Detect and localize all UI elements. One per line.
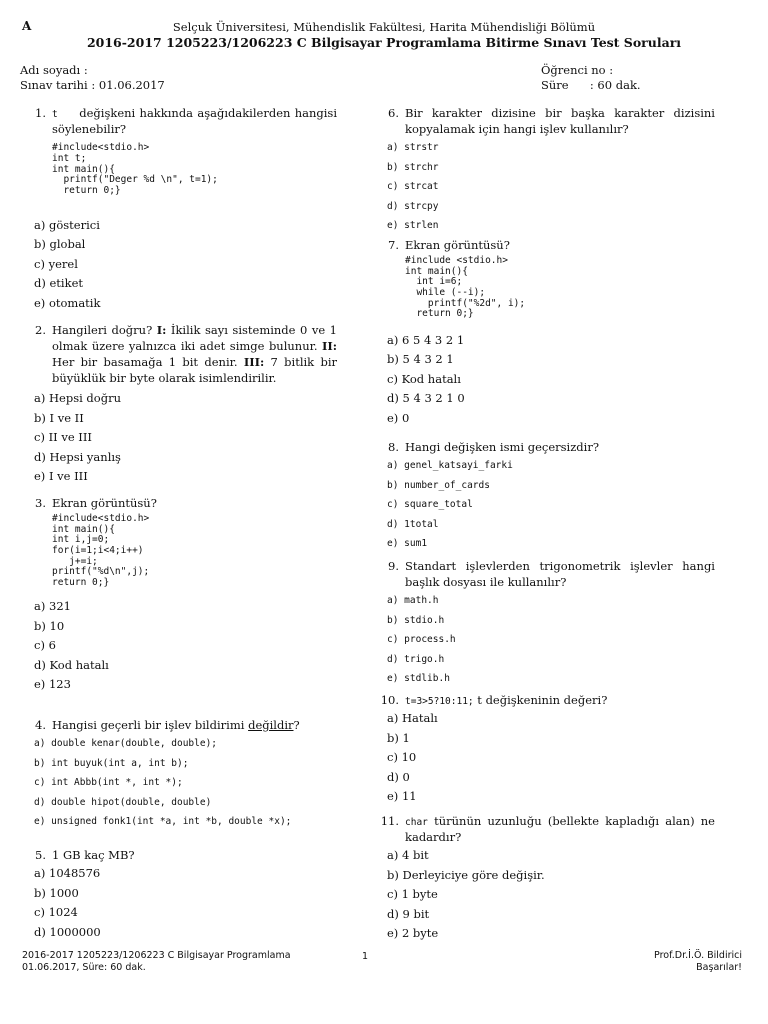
question-number: 5. xyxy=(35,848,46,862)
option-d[interactable]: d) trigo.h xyxy=(387,653,445,665)
option-c[interactable]: c) square_total xyxy=(387,499,473,511)
question-number: 10. xyxy=(380,693,399,707)
option-a[interactable]: a) Hepsi doğru xyxy=(34,391,121,406)
option-b[interactable]: b) number_of_cards xyxy=(387,479,490,491)
exam-title: 2016-2017 1205223/1206223 C Bilgisayar Programlama Bitirme Sınavı Test Soruları xyxy=(86,35,682,50)
option-d[interactable]: d) double hipot(double, double) xyxy=(34,796,212,808)
question-number: 9. xyxy=(388,559,399,573)
question-text: Hangisi geçerli bir işlev bildirimi değildir? xyxy=(52,718,300,732)
option-d[interactable]: d) Hepsi yanlış xyxy=(34,449,121,464)
options-list xyxy=(387,332,715,430)
option-b[interactable]: b) 5 4 3 2 1 xyxy=(387,352,454,367)
option-b[interactable]: b) global xyxy=(34,237,86,252)
option-d[interactable]: d) 9 bit xyxy=(387,906,430,921)
question-number: 6. xyxy=(388,106,399,120)
footer-author: Prof.Dr.İ.Ö. Bildirici xyxy=(654,950,742,961)
option-d[interactable]: d) 0 xyxy=(387,769,410,784)
question-text: Ekran görüntüsü? xyxy=(52,496,157,510)
name-value: : xyxy=(83,63,88,77)
question-number: 8. xyxy=(388,440,399,454)
student-name-row xyxy=(20,62,88,78)
student-no-value: : xyxy=(609,63,614,77)
page-number: 1 xyxy=(362,951,369,962)
option-a[interactable]: a) strstr xyxy=(387,142,439,154)
question-8 xyxy=(375,439,715,557)
option-b[interactable]: b) 1 xyxy=(387,730,410,745)
exam-date-row xyxy=(20,77,165,93)
option-d[interactable]: d) Kod hatalı xyxy=(34,657,109,672)
university-name: Selçuk Üniversitesi, Mühendislik Fakültesi, Harita Mühendisliği Bölümü xyxy=(172,20,596,34)
option-c[interactable]: c) int Abbb(int *, int *); xyxy=(34,777,183,789)
question-number: 7. xyxy=(388,238,399,252)
date-label: Sınav tarihi xyxy=(20,78,88,92)
option-a[interactable]: a) 321 xyxy=(34,599,71,614)
option-c[interactable]: c) II ve III xyxy=(34,430,92,445)
student-number-row xyxy=(541,62,613,78)
code-snippet: #include <stdio.h> int main(){ int i=6; while (--i); printf("%2d", i); return 0;} xyxy=(405,255,526,320)
option-e[interactable]: e) 2 byte xyxy=(387,926,439,941)
options-list xyxy=(387,847,715,945)
option-c[interactable]: c) 1 byte xyxy=(387,887,438,902)
option-c[interactable]: c) 10 xyxy=(387,750,417,765)
question-4 xyxy=(22,717,337,835)
option-a[interactable]: a) gösterici xyxy=(34,217,100,232)
option-c[interactable]: c) 6 xyxy=(34,638,56,653)
question-number: 3. xyxy=(35,496,46,510)
option-b[interactable]: b) I ve II xyxy=(34,410,84,425)
option-e[interactable]: e) 0 xyxy=(387,410,410,425)
question-5 xyxy=(22,847,337,943)
name-label: Adı soyadı xyxy=(20,63,81,77)
option-e[interactable]: e) stdlib.h xyxy=(387,673,450,685)
question-text: Hangileri doğru? I: İkilik sayı sisteminde 0 ve 1 olmak üzere yalnızca iki adet simge bulunur. II: Her bir basamağa 1 bit denir. III: 7 bitlik bir büyüklük bir byte olarak isimlendirilir. xyxy=(52,323,337,386)
question-number: 4. xyxy=(35,718,46,732)
option-a[interactable]: a) 1048576 xyxy=(34,866,101,881)
question-code-term: t xyxy=(52,109,58,120)
question-text: Bir karakter dizisine bir başka karakter dizisini kopyalamak için hangi işlev kullanılır? xyxy=(405,106,715,137)
option-b[interactable]: b) Derleyiciye göre değişir. xyxy=(387,867,545,882)
option-c[interactable]: c) strcat xyxy=(387,181,439,193)
question-text: t değişkeni hakkında aşağıdakilerden hangisi söylenebilir? xyxy=(52,106,338,137)
question-text: Standart işlevlerden trigonometrik işlevler hangi başlık dosyası ile kullanılır? xyxy=(405,559,715,590)
question-text: Hangi değişken ismi geçersizdir? xyxy=(405,440,600,454)
question-number: 11. xyxy=(380,814,399,828)
code-snippet: #include<stdio.h> int main(){ int i,j=0; for(i=1;i<4;i++) j+=i; printf("%d\n",j); return 0;} xyxy=(52,513,150,588)
option-c[interactable]: c) Kod hatalı xyxy=(387,371,461,386)
option-b[interactable]: b) stdio.h xyxy=(387,614,445,626)
question-number: 1. xyxy=(35,106,46,120)
option-e[interactable]: e) strlen xyxy=(387,220,439,232)
option-d[interactable]: d) 5 4 3 2 1 0 xyxy=(387,391,465,406)
option-b[interactable]: b) int buyuk(int a, int b); xyxy=(34,757,189,769)
option-b[interactable]: b) 1000 xyxy=(34,885,79,900)
footer-date-line: 01.06.2017, Süre: 60 dak. xyxy=(22,961,146,973)
option-a[interactable]: a) 4 bit xyxy=(387,848,429,863)
option-e[interactable]: e) 11 xyxy=(387,789,417,804)
question-10 xyxy=(375,692,715,808)
question-number: 2. xyxy=(35,323,46,337)
question-text: Ekran görüntüsü? xyxy=(405,238,510,252)
question-text: 1 GB kaç MB? xyxy=(52,848,135,862)
question-11 xyxy=(375,813,715,945)
student-no-label: Öğrenci no xyxy=(541,63,606,77)
question-code-term: char xyxy=(405,817,428,828)
question-9 xyxy=(375,558,715,692)
option-a[interactable]: a) double kenar(double, double); xyxy=(34,738,218,750)
options-list xyxy=(34,865,337,943)
duration-label: Süre xyxy=(541,78,569,92)
options-list xyxy=(387,141,715,239)
footer-wish: Başarılar! xyxy=(696,961,742,973)
option-a[interactable]: a) 6 5 4 3 2 1 xyxy=(387,332,465,347)
question-6 xyxy=(375,105,715,239)
question-text: char türünün uzunluğu (bellekte kapladığı alan) ne kadardır? xyxy=(405,814,715,845)
option-d[interactable]: d) 1total xyxy=(387,518,439,530)
options-list xyxy=(34,737,337,835)
question-2 xyxy=(22,322,337,488)
option-e[interactable]: e) unsigned fonk1(int *a, int *b, double *x); xyxy=(34,816,292,828)
footer-course-line: 2016-2017 1205223/1206223 C Bilgisayar Programlama xyxy=(22,950,291,961)
question-text: t=3>5?10:11; t değişkeninin değeri? xyxy=(405,693,608,707)
code-snippet: #include<stdio.h> int t; int main(){ printf("Deger %d \n", t=1); return 0;} xyxy=(52,142,218,196)
question-1 xyxy=(22,105,337,314)
option-a[interactable]: a) genel_katsayi_farki xyxy=(387,460,513,472)
option-d[interactable]: d) etiket xyxy=(34,276,84,291)
duration-row xyxy=(541,77,641,93)
options-list xyxy=(387,710,715,808)
option-d[interactable]: d) strcpy xyxy=(387,200,439,212)
footer-author-info xyxy=(654,950,742,974)
question-7 xyxy=(375,237,715,429)
option-a[interactable]: a) math.h xyxy=(387,595,439,607)
option-b[interactable]: b) 10 xyxy=(34,618,65,633)
option-e[interactable]: e) I ve III xyxy=(34,469,88,484)
duration-value: : 60 dak. xyxy=(589,78,641,92)
option-e[interactable]: e) otomatik xyxy=(34,295,101,310)
footer-course-info xyxy=(22,950,291,974)
option-c[interactable]: c) 1024 xyxy=(34,905,78,920)
option-d[interactable]: d) 1000000 xyxy=(34,924,101,939)
options-list xyxy=(34,598,337,696)
options-list xyxy=(387,459,715,557)
exam-variant: A xyxy=(22,19,32,33)
question-code-term: t=3>5?10:11; xyxy=(405,696,474,707)
option-c[interactable]: c) process.h xyxy=(387,634,456,646)
option-b[interactable]: b) strchr xyxy=(387,161,439,173)
question-3 xyxy=(22,495,337,696)
option-e[interactable]: e) sum1 xyxy=(387,538,428,550)
options-list xyxy=(387,594,715,692)
option-c[interactable]: c) yerel xyxy=(34,256,78,271)
date-value: : 01.06.2017 xyxy=(91,78,165,92)
option-a[interactable]: a) Hatalı xyxy=(387,711,438,726)
option-e[interactable]: e) 123 xyxy=(34,677,71,692)
options-list xyxy=(34,390,337,488)
options-list xyxy=(34,217,337,315)
